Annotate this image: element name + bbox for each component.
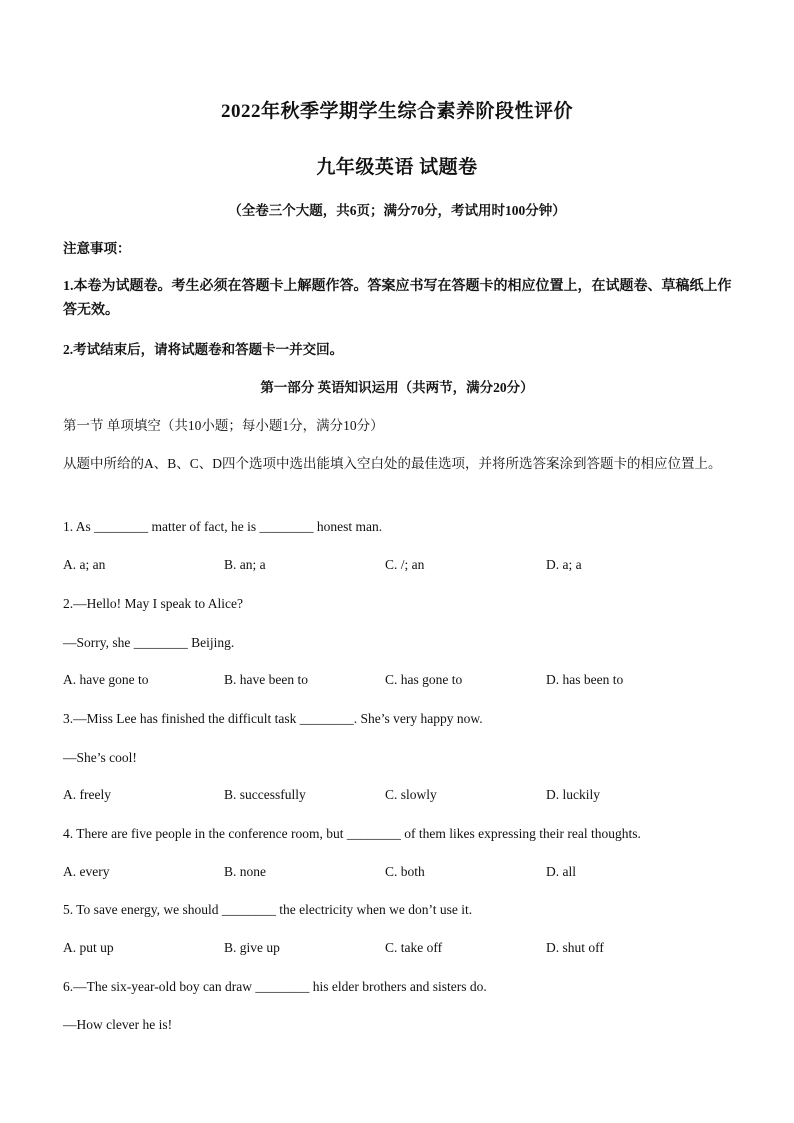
notes-item-1: 1.本卷为试题卷。考生必须在答题卡上解题作答。答案应书写在答题卡的相应位置上，在试题卷、草稿纸上作答无效。 (63, 279, 732, 318)
question-2-option-b: B. have been to (224, 672, 308, 687)
question-2-option-c: C. has gone to (385, 672, 463, 687)
section1-heading: 第一节 单项填空（共10小题；每小题1分，满分10分） (63, 418, 384, 433)
question-1-option-a: A. a; an (63, 557, 106, 572)
question-5-stem: 5. To save energy, we should ________ the electricity when we don’t use it. (63, 902, 473, 917)
question-3-option-d: D. luckily (546, 787, 600, 802)
question-1-stem: 1. As ________ matter of fact, he is ________ honest man. (63, 519, 383, 534)
question-6-stem: 6.—The six-year-old boy can draw ________ his elder brothers and sisters do. (63, 979, 487, 994)
question-6-reply: —How clever he is! (63, 1017, 173, 1032)
notes-item-2: 2.考试结束后，请将试题卷和答题卡一并交回。 (63, 342, 344, 357)
question-1-option-c: C. /; an (385, 557, 425, 572)
question-5-option-a: A. put up (63, 940, 114, 955)
question-1-option-d: D. a; a (546, 557, 582, 572)
question-1-option-b: B. an; a (224, 557, 266, 572)
notes-heading: 注意事项： (63, 241, 131, 256)
question-4-option-b: B. none (224, 864, 266, 879)
question-5-option-b: B. give up (224, 940, 280, 955)
question-3-reply: —She’s cool! (63, 750, 137, 765)
question-4-option-c: C. both (385, 864, 425, 879)
exam-title: 2022年秋季学期学生综合素养阶段性评价 (220, 101, 573, 122)
question-3-stem: 3.—Miss Lee has finished the difficult task ________. She’s very happy now. (63, 711, 483, 726)
question-2-option-a: A. have gone to (63, 672, 149, 687)
question-2-stem: 2.—Hello! May I speak to Alice? (63, 596, 243, 611)
exam-info: （全卷三个大题，共6页；满分70分，考试用时100分钟） (228, 203, 566, 218)
question-4-stem: 4. There are five people in the conference room, but ________ of them likes expressing their real thoughts. (63, 826, 641, 841)
question-5-option-d: D. shut off (546, 940, 604, 955)
question-4-option-d: D. all (546, 864, 576, 879)
question-2-option-d: D. has been to (546, 672, 624, 687)
section1-instruction: 从题中所给的A、B、C、D四个选项中选出能填入空白处的最佳选项，并将所选答案涂到答题卡的相应位置上。 (63, 456, 722, 471)
question-4-option-a: A. every (63, 864, 110, 879)
question-3-option-b: B. successfully (224, 787, 306, 802)
exam-subtitle: 九年级英语 试题卷 (316, 157, 478, 178)
question-2-reply: —Sorry, she ________ Beijing. (63, 635, 235, 650)
question-3-option-a: A. freely (63, 787, 111, 802)
part1-heading: 第一部分 英语知识运用（共两节，满分20分） (260, 380, 534, 395)
question-5-option-c: C. take off (385, 940, 443, 955)
question-3-option-c: C. slowly (385, 787, 437, 802)
